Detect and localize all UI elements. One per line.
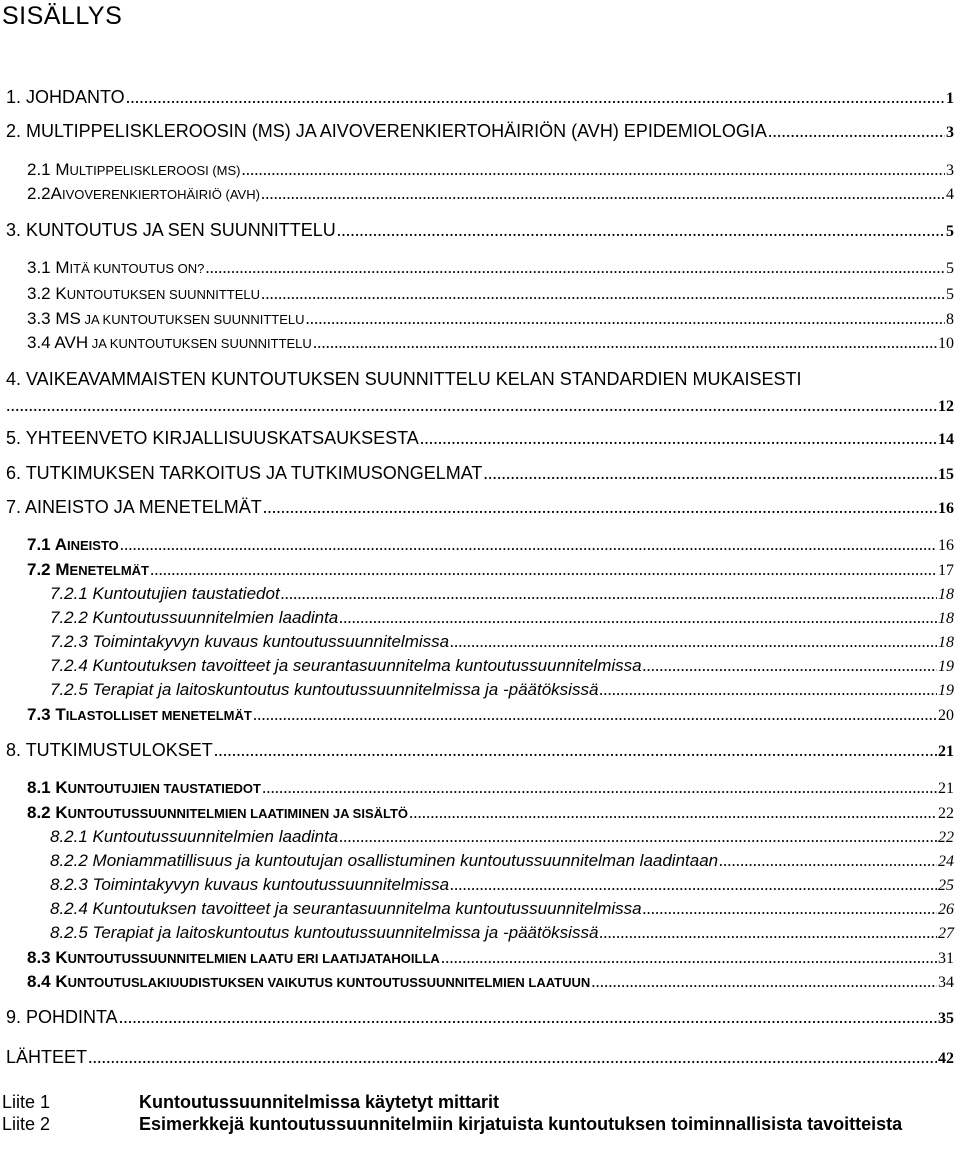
toc-label: UNTOUTUSSUUNNITELMIEN LAATU ERI LAATIJATAHOILLA: [67, 951, 440, 966]
toc-page: 21: [938, 743, 954, 760]
toc-entry-8-2-5[interactable]: [50, 923, 954, 943]
toc-label: ULTIPPELISKLEROOSI (MS): [69, 163, 241, 178]
toc-page: 16: [938, 500, 954, 517]
toc-page: 5: [946, 223, 954, 240]
toc-number: 8.2 K: [27, 803, 68, 822]
toc-label: JA KUNTOUTUKSEN SUUNNITTELU: [88, 336, 312, 351]
toc-entry-8-3[interactable]: [27, 948, 954, 968]
toc-label: ENETELMÄT: [69, 563, 149, 578]
toc-page: 20: [938, 707, 954, 724]
toc-label: 7.2.1 Kuntoutujien taustatiedot: [50, 584, 280, 603]
toc-page: 4: [946, 186, 954, 203]
toc-label: 7.2.4 Kuntoutuksen tavoitteet ja seurantasuunnitelma kuntoutussuunnitelmissa: [50, 656, 642, 675]
toc-label: INEISTO: [67, 538, 119, 553]
toc-number: 3.1 M: [27, 258, 70, 277]
toc-page: 5: [946, 260, 954, 277]
toc-entry-pohdinta[interactable]: [6, 1007, 954, 1028]
toc-entry-johdanto[interactable]: [6, 87, 954, 108]
toc-entry-tarkoitus[interactable]: [6, 463, 954, 484]
appendix-key: Liite 2: [2, 1114, 51, 1134]
toc-page: 3: [946, 124, 954, 141]
toc-number: 8.3 K: [27, 948, 68, 967]
toc-number: 7.3 T: [27, 705, 66, 724]
toc-label: 6. TUTKIMUKSEN TARKOITUS JA TUTKIMUSONGELMAT: [6, 463, 483, 483]
toc-label: ILASTOLLISET MENETELMÄT: [65, 708, 252, 723]
toc-entry-yhteenveto[interactable]: [6, 428, 954, 449]
toc-page: 34: [938, 974, 954, 991]
toc-page: 42: [938, 1050, 954, 1067]
toc-entry-7-2-1[interactable]: [50, 584, 954, 604]
toc-entry-kelan-standardit-page[interactable]: [6, 395, 954, 416]
toc-entry-3-1[interactable]: [27, 258, 954, 278]
toc-page: 15: [938, 466, 954, 483]
toc-number: 3.4 AVH: [27, 333, 89, 352]
toc-entry-kelan-standardit[interactable]: [6, 369, 954, 390]
toc-entry-7-1[interactable]: [27, 535, 954, 555]
toc-page: 22: [938, 829, 954, 846]
toc-page: 19: [938, 682, 954, 699]
toc-label: 9. POHDINTA: [6, 1007, 118, 1027]
toc-page: 8: [946, 311, 954, 328]
toc-entry-2-1[interactable]: [27, 160, 954, 180]
toc-page: 24: [938, 853, 954, 870]
toc-page: 1: [946, 90, 954, 107]
toc-entry-3-4[interactable]: [27, 333, 954, 353]
toc-entry-8-4[interactable]: [27, 972, 954, 992]
toc-entry-8-2-4[interactable]: [50, 899, 954, 919]
toc-page: 14: [938, 431, 954, 448]
toc-label: 7.2.3 Toimintakyvyn kuvaus kuntoutussuunnitelmissa: [50, 632, 450, 651]
toc-label: 7.2.2 Kuntoutussuunnitelmien laadinta: [50, 608, 339, 627]
toc-page: 3: [946, 162, 954, 179]
toc-entry-8-2-2[interactable]: [50, 851, 954, 871]
toc-page: 27: [938, 925, 954, 942]
toc-label: 5. YHTEENVETO KIRJALLISUUSKATSAUKSESTA: [6, 428, 419, 448]
toc-label: 8. TUTKIMUSTULOKSET: [6, 740, 213, 760]
toc-entry-7-2-5[interactable]: [50, 680, 954, 700]
toc-label: 8.2.4 Kuntoutuksen tavoitteet ja seurantasuunnitelma kuntoutussuunnitelmissa: [50, 899, 642, 918]
toc-label: IVOVERENKIERTOHÄIRIÖ (AVH): [61, 187, 260, 202]
toc-entry-7-2-4[interactable]: [50, 656, 954, 676]
toc-page: 26: [938, 901, 954, 918]
toc-entry-8-1[interactable]: [27, 778, 954, 798]
toc-entry-7-3[interactable]: [27, 705, 954, 725]
toc-number: 3.3 MS: [27, 309, 81, 328]
toc-page: 31: [938, 950, 954, 967]
toc-number: 3.2 K: [27, 284, 67, 303]
toc-label: LÄHTEET: [6, 1047, 88, 1067]
toc-number: 2.1 M: [27, 160, 70, 179]
toc-page: 35: [938, 1010, 954, 1027]
toc-entry-2-2[interactable]: [27, 184, 954, 204]
toc-page: 18: [938, 634, 954, 651]
toc-label: 2. MULTIPPELISKLEROOSIN (MS) JA AIVOVERENKIERTOHÄIRIÖN (AVH) EPIDEMIOLOGIA: [6, 121, 767, 141]
toc-page: 18: [938, 610, 954, 627]
appendix-2: [2, 1114, 952, 1158]
toc-page: 21: [938, 780, 954, 797]
toc-label: UNTOUTUSSUUNNITELMIEN LAATIMINEN JA SISÄLTÖ: [67, 806, 409, 821]
toc-label: 4. VAIKEAVAMMAISTEN KUNTOUTUKSEN SUUNNITTELU KELAN STANDARDIEN MUKAISESTI: [6, 369, 802, 389]
toc-entry-epidemiologia[interactable]: [6, 121, 954, 142]
toc-label: 7. AINEISTO JA MENETELMÄT: [6, 497, 262, 517]
toc-label: UNTOUTUJIEN TAUSTATIEDOT: [67, 781, 261, 796]
page-title: SISÄLLYS: [2, 2, 123, 30]
toc-label: ITÄ KUNTOUTUS ON?: [69, 261, 205, 276]
toc-page: 22: [938, 805, 954, 822]
toc-label: 3. KUNTOUTUS JA SEN SUUNNITTELU: [6, 220, 336, 240]
appendix-1: [2, 1092, 952, 1114]
toc-label: 8.2.3 Toimintakyvyn kuvaus kuntoutussuunnitelmissa: [50, 875, 450, 894]
toc-label: 8.2.2 Moniammatillisuus ja kuntoutujan osallistuminen kuntoutussuunnitelman laadintaan: [50, 851, 719, 870]
toc-number: 7.1 A: [27, 535, 68, 554]
toc-number: 7.2 M: [27, 560, 70, 579]
toc-page: 12: [938, 398, 954, 415]
toc-number: 8.4 K: [27, 972, 68, 991]
toc-entry-8-2[interactable]: [27, 803, 954, 823]
toc-entry-7-2-3[interactable]: [50, 632, 954, 652]
toc-entry-tutkimustulokset[interactable]: [6, 740, 954, 761]
appendix-key: Liite 1: [2, 1092, 51, 1112]
toc-entry-8-2-1[interactable]: [50, 827, 954, 847]
toc-page: 18: [938, 586, 954, 603]
toc-entry-kuntoutus[interactable]: [6, 220, 954, 241]
toc-label: 8.2.1 Kuntoutussuunnitelmien laadinta: [50, 827, 339, 846]
toc-entry-3-2[interactable]: [27, 284, 954, 304]
toc-page: 17: [938, 562, 954, 579]
toc-label: 7.2.5 Terapiat ja laitoskuntoutus kuntoutussuunnitelmissa ja -päätöksissä: [50, 680, 599, 699]
toc-label: UNTOUTUSLAKIUUDISTUKSEN VAIKUTUS KUNTOUTUSSUUNNITELMIEN LAATUUN: [67, 975, 591, 990]
toc-page: 16: [938, 537, 954, 554]
appendix-title: Kuntoutussuunnitelmissa käytetyt mittarit: [139, 1092, 500, 1112]
toc-label: 1. JOHDANTO: [6, 87, 125, 107]
toc-page: 10: [938, 335, 954, 352]
appendix-title: Esimerkkejä kuntoutussuunnitelmiin kirjatuista kuntoutuksen toiminnallisista tavoitteista: [139, 1114, 903, 1134]
toc-page: 25: [938, 877, 954, 894]
toc-page: 19: [938, 658, 954, 675]
toc-label: UNTOUTUKSEN SUUNNITTELU: [66, 287, 261, 302]
toc-label: 8.2.5 Terapiat ja laitoskuntoutus kuntoutussuunnitelmissa ja -päätöksissä: [50, 923, 599, 942]
toc-entry-7-2-2[interactable]: [50, 608, 954, 628]
toc-entry-7-2[interactable]: [27, 560, 954, 580]
toc-page: 5: [946, 286, 954, 303]
toc-number: 2.2A: [27, 184, 62, 203]
toc-entry-3-3[interactable]: [27, 309, 954, 329]
toc-label: JA KUNTOUTUKSEN SUUNNITTELU: [80, 312, 305, 327]
toc-entry-lahteet[interactable]: [6, 1047, 954, 1068]
toc-entry-8-2-3[interactable]: [50, 875, 954, 895]
toc-entry-aineisto-ja-menetelmat[interactable]: [6, 497, 954, 518]
toc-number: 8.1 K: [27, 778, 68, 797]
